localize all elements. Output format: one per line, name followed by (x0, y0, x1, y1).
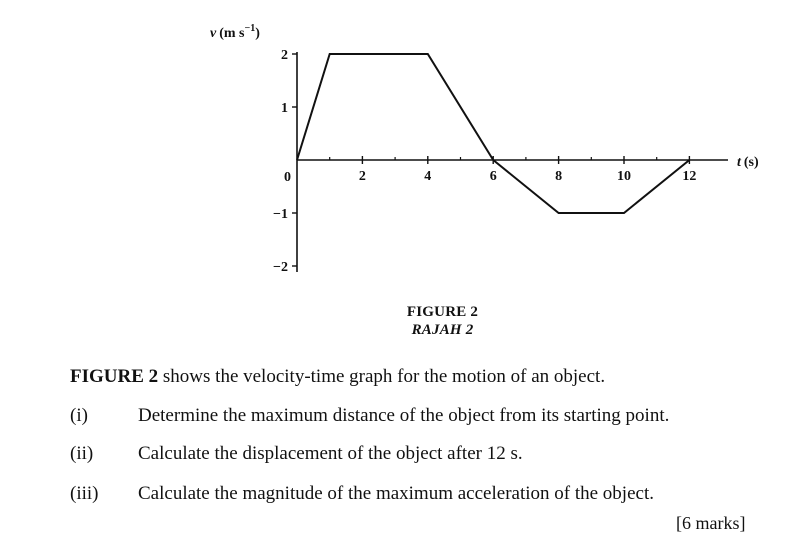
x-tick-label: 2 (358, 169, 366, 184)
marks-label: [6 marks] (676, 513, 746, 533)
figure-title: FIGURE 2 (406, 304, 479, 320)
y-ticks (273, 48, 297, 275)
x-tick-label: 4 (424, 169, 432, 184)
part-number: (i) (70, 405, 88, 426)
y-tick-label: 1 (281, 101, 288, 116)
question-intro-text: shows the velocity-time graph for the motion of an object. (158, 366, 606, 387)
origin-label: 0 (284, 170, 291, 185)
x-tick-label: 12 (682, 169, 697, 184)
question-intro-bold: FIGURE 2 (70, 366, 159, 387)
part-number: (iii) (70, 483, 99, 504)
part-number: (ii) (70, 443, 94, 464)
figure-subtitle: RAJAH 2 (411, 322, 474, 338)
y-tick-label: −1 (273, 207, 288, 222)
part-text: Calculate the displacement of the object after 12 s. (138, 443, 523, 464)
part-text: Determine the maximum distance of the object from its starting point. (138, 405, 670, 426)
x-tick-label: 8 (555, 169, 563, 184)
x-axis-label: t (s) (737, 155, 759, 170)
y-axis-label: v (m $s^{-1}$) (210, 23, 260, 41)
part-text: Calculate the magnitude of the maximum acceleration of the object. (138, 483, 654, 504)
y-tick-label: 2 (281, 48, 288, 63)
velocity-series-line (297, 54, 689, 213)
x-tick-label: 10 (617, 169, 631, 184)
y-tick-label: −2 (273, 260, 288, 275)
x-tick-label: 6 (489, 169, 497, 184)
question-intro (70, 366, 605, 388)
